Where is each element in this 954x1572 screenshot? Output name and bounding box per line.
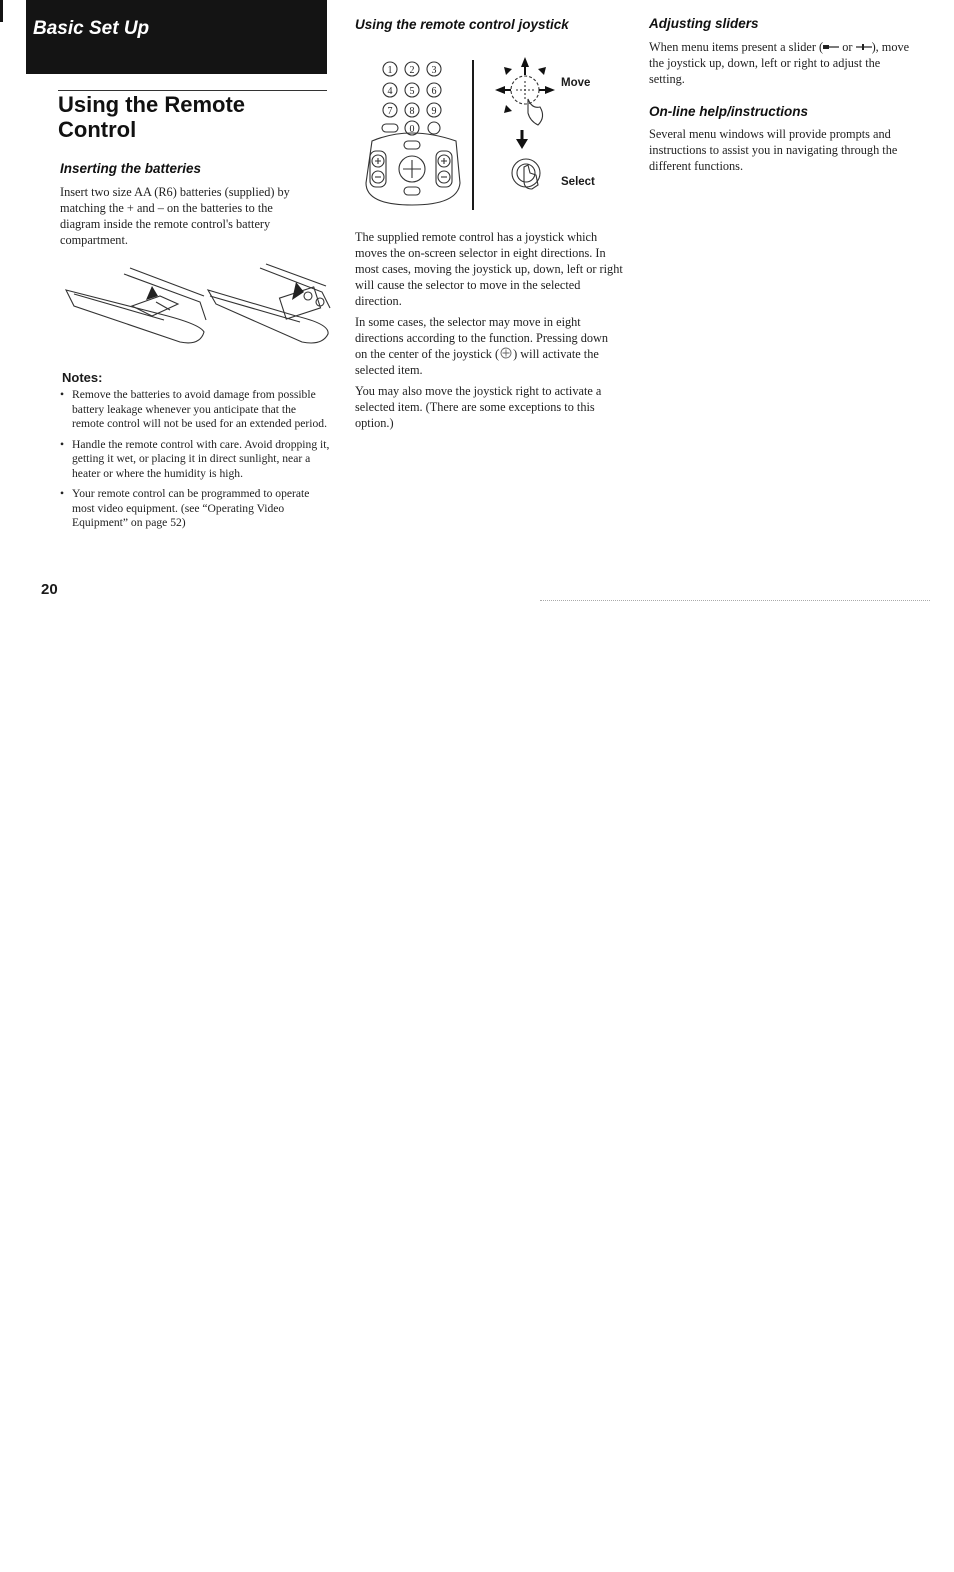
page-title: Using the Remote Control bbox=[58, 92, 246, 142]
joystick-paragraph-1: The supplied remote control has a joystick which moves the on-screen selector in eight directions. In most cases, moving the joystick up, down, left or right will cause the selector to move in the selected direction. bbox=[355, 230, 623, 308]
slider-marker-icon bbox=[856, 43, 872, 51]
joystick-center-icon bbox=[499, 347, 513, 359]
move-label: Move bbox=[561, 77, 591, 89]
sliders-text bbox=[649, 39, 914, 87]
key-label-6: 6 bbox=[431, 86, 437, 97]
key-label-2: 2 bbox=[409, 65, 415, 76]
notes-heading: Notes: bbox=[62, 370, 103, 385]
inserting-heading: Inserting the batteries bbox=[60, 161, 202, 176]
note-item: • Handle the remote control with care. Avoid dropping it, getting it wet, or placing it in direct sunlight, near a heater or where the humidity is high. bbox=[58, 438, 330, 482]
key-enter bbox=[382, 124, 398, 132]
online-help-text: Several menu windows will provide prompts and instructions to assist you in navigating through the different functions. bbox=[649, 127, 898, 173]
joystick-paragraph-2-start: In some cases, the selector may move in eight directions according to the function. Pressing down on the center of the joystick ( bbox=[355, 315, 609, 361]
joystick-paragraph-3: You may also move the joystick right to activate a selected item. (There are some exceptions to this option.) bbox=[355, 384, 602, 430]
margin-mark bbox=[0, 0, 3, 22]
key-label-3: 3 bbox=[431, 65, 437, 76]
slider-bar-icon bbox=[823, 43, 839, 51]
key-label-1: 1 bbox=[387, 65, 393, 76]
note-item: • Your remote control can be programmed to operate most video equipment. (see “Operating Video Equipment” on page 52) bbox=[58, 487, 330, 531]
remote-open-illustration bbox=[66, 268, 206, 343]
joystick-cluster bbox=[366, 133, 460, 205]
sliders-heading: Adjusting sliders bbox=[649, 16, 759, 31]
key-label-8: 8 bbox=[409, 106, 415, 117]
sliders-text-or: or bbox=[842, 40, 853, 54]
select-label: Select bbox=[561, 176, 595, 188]
remote-keypad-illustration bbox=[360, 55, 466, 213]
scan-artifact-line bbox=[540, 600, 930, 601]
joystick-paragraph-2 bbox=[355, 314, 623, 378]
column-divider bbox=[472, 60, 474, 210]
joystick-heading: Using the remote control joystick bbox=[355, 17, 569, 32]
inserting-text: Insert two size AA (R6) batteries (supplied) by matching the + and – on the batteries to the diagram inside the remote control's battery compartment. bbox=[60, 185, 290, 247]
battery-insertion-illustration bbox=[60, 262, 332, 350]
key-label-5: 5 bbox=[409, 86, 415, 97]
key-label-0: 0 bbox=[409, 124, 415, 135]
joystick-press-icon bbox=[512, 159, 540, 189]
key-label-7: 7 bbox=[387, 106, 393, 117]
title-rule bbox=[58, 90, 327, 91]
section-header-title: Basic Set Up bbox=[33, 18, 150, 39]
key-blank bbox=[428, 122, 440, 134]
key-label-9: 9 bbox=[431, 106, 437, 117]
notes-list bbox=[58, 388, 330, 537]
online-help-heading: On-line help/instructions bbox=[649, 104, 809, 119]
number-keys bbox=[382, 62, 441, 135]
down-arrow-icon bbox=[516, 130, 528, 149]
sliders-text-end: ), move the joystick up, down, left or right to adjust the setting. bbox=[649, 40, 910, 86]
remote-batteries-illustration bbox=[208, 264, 330, 343]
key-label-4: 4 bbox=[387, 86, 393, 97]
sliders-text-start: When menu items present a slider ( bbox=[649, 40, 824, 54]
page-number: 20 bbox=[41, 581, 58, 598]
joystick-paragraph-2-end: ) will activate the selected item. bbox=[355, 347, 599, 377]
joystick-motion-illustration bbox=[490, 55, 560, 203]
note-item: • Remove the batteries to avoid damage from possible battery leakage whenever you anticipate that the remote control will not be used for an extended period. bbox=[58, 388, 330, 432]
joystick-move-icon bbox=[495, 57, 555, 125]
